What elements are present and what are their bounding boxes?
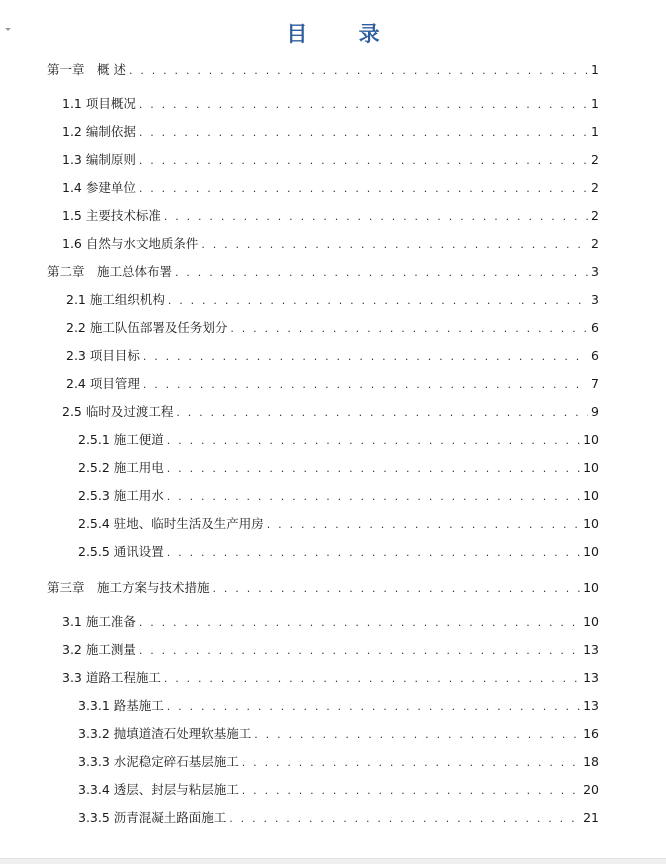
toc-entry-title: 3.3.3 水泥稳定碎石基层施工 xyxy=(78,754,239,769)
toc-entry-title: 2.5.5 通讯设置 xyxy=(78,544,164,559)
toc-entry-title: 2.5.1 施工便道 xyxy=(78,432,164,447)
toc-entry-title: 2.5 临时及过渡工程 xyxy=(62,404,174,419)
toc-entry-3-3-5[interactable] xyxy=(78,808,599,826)
toc-entry-title: 2.5.3 施工用水 xyxy=(78,488,164,503)
toc-entry-chapter-3[interactable] xyxy=(47,578,599,596)
toc-page-number: 2 xyxy=(591,236,599,251)
toc-entry-3-3[interactable] xyxy=(62,668,599,686)
toc-leader xyxy=(242,784,580,798)
toc-page-number: 16 xyxy=(583,726,599,741)
toc-leader xyxy=(139,182,588,196)
toc-entry-1-6[interactable] xyxy=(62,234,599,252)
toc-entry-3-3-3[interactable] xyxy=(78,752,599,770)
toc-page-number: 10 xyxy=(583,516,599,531)
toc-entry-title: 第二章 施工总体布署 xyxy=(47,264,173,279)
toc-entry-3-1[interactable] xyxy=(62,612,599,630)
toc-leader xyxy=(168,294,588,308)
toc-entry-title: 3.3.5 沥青混凝土路面施工 xyxy=(78,810,227,825)
toc-entry-3-3-1[interactable] xyxy=(78,696,599,714)
toc-leader xyxy=(139,616,580,630)
toc-page-number: 9 xyxy=(591,404,599,419)
toc-page-number: 10 xyxy=(583,432,599,447)
toc-entry-1-2[interactable] xyxy=(62,122,599,140)
toc-leader xyxy=(254,728,580,742)
toc-leader xyxy=(213,582,581,596)
toc-leader xyxy=(176,406,588,420)
toc-leader xyxy=(143,378,588,392)
toc-page-number: 13 xyxy=(583,670,599,685)
toc-leader xyxy=(164,210,588,224)
page-bottom-edge xyxy=(0,858,666,864)
toc-entry-1-1[interactable] xyxy=(62,94,599,112)
toc-entry-title: 1.5 主要技术标准 xyxy=(62,208,161,223)
toc-entry-title: 2.2 施工队伍部署及任务划分 xyxy=(66,320,228,335)
toc-entry-title: 2.5.2 施工用电 xyxy=(78,460,164,475)
toc-page-number: 21 xyxy=(583,810,599,825)
toc-leader xyxy=(175,266,588,280)
toc-leader xyxy=(167,490,580,504)
toc-entry-1-3[interactable] xyxy=(62,150,599,168)
toc-entry-title: 3.3.1 路基施工 xyxy=(78,698,164,713)
toc-entry-title: 1.2 编制依据 xyxy=(62,124,136,139)
toc-entry-3-3-2[interactable] xyxy=(78,724,599,742)
toc-page-number: 2 xyxy=(591,152,599,167)
toc-page-number: 7 xyxy=(591,376,599,391)
toc-page-number: 3 xyxy=(591,264,599,279)
toc-page-number: 10 xyxy=(583,544,599,559)
toc-page-number: 10 xyxy=(583,488,599,503)
toc-entry-title: 2.4 项目管理 xyxy=(66,376,140,391)
toc-entry-2-5-4[interactable] xyxy=(78,514,599,532)
toc-leader xyxy=(267,518,580,532)
toc-leader xyxy=(143,350,588,364)
toc-leader xyxy=(139,98,588,112)
toc-entry-title: 1.3 编制原则 xyxy=(62,152,136,167)
toc-entry-title: 2.5.4 驻地、临时生活及生产用房 xyxy=(78,516,264,531)
toc-page-number: 1 xyxy=(591,62,599,77)
toc-entry-title: 2.3 项目目标 xyxy=(66,348,140,363)
toc-leader xyxy=(230,322,588,336)
toc-page-number: 10 xyxy=(583,580,599,595)
toc-page-number: 13 xyxy=(583,642,599,657)
toc-page-number: 3 xyxy=(591,292,599,307)
toc-leader xyxy=(129,64,588,78)
toc-entry-2-5-1[interactable] xyxy=(78,430,599,448)
toc-leader xyxy=(139,644,580,658)
toc-leader xyxy=(201,238,588,252)
toc-page-number: 10 xyxy=(583,460,599,475)
toc-leader xyxy=(229,812,580,826)
toc-leader xyxy=(167,700,580,714)
toc-page-number: 2 xyxy=(591,208,599,223)
toc-page-number: 10 xyxy=(583,614,599,629)
toc-entry-chapter-1[interactable] xyxy=(47,60,599,78)
toc-entry-title: 3.3 道路工程施工 xyxy=(62,670,161,685)
toc-entry-title: 3.3.4 透层、封层与粘层施工 xyxy=(78,782,239,797)
toc-entry-2-4[interactable] xyxy=(66,374,599,392)
toc-page-number: 2 xyxy=(591,180,599,195)
toc-entry-title: 3.3.2 抛填道渣石处理软基施工 xyxy=(78,726,252,741)
toc-entry-2-1[interactable] xyxy=(66,290,599,308)
toc-entry-title: 第一章 概 述 xyxy=(47,62,126,77)
toc-entry-1-4[interactable] xyxy=(62,178,599,196)
toc-entry-2-5-5[interactable] xyxy=(78,542,599,560)
toc-entry-2-5-3[interactable] xyxy=(78,486,599,504)
toc-leader xyxy=(167,462,580,476)
toc-entry-title: 3.2 施工测量 xyxy=(62,642,136,657)
toc-page-number: 6 xyxy=(591,320,599,335)
toc-entry-2-2[interactable] xyxy=(66,318,599,336)
toc-entry-chapter-2[interactable] xyxy=(47,262,599,280)
toc-page-number: 13 xyxy=(583,698,599,713)
toc-leader xyxy=(167,434,580,448)
toc-page-number: 1 xyxy=(591,96,599,111)
toc-entry-2-5[interactable] xyxy=(62,402,599,420)
toc-page-number: 6 xyxy=(591,348,599,363)
toc-page-number: 20 xyxy=(583,782,599,797)
toc-entry-3-2[interactable] xyxy=(62,640,599,658)
toc-leader xyxy=(164,672,580,686)
toc-entry-title: 1.6 自然与水文地质条件 xyxy=(62,236,199,251)
toc-leader xyxy=(167,546,580,560)
toc-leader xyxy=(139,126,588,140)
toc-entry-title: 1.1 项目概况 xyxy=(62,96,136,111)
toc-entry-2-3[interactable] xyxy=(66,346,599,364)
toc-leader xyxy=(242,756,580,770)
toc-entry-2-5-2[interactable] xyxy=(78,458,599,476)
toc-entry-title: 第三章 施工方案与技术措施 xyxy=(47,580,210,595)
toc-entry-1-5[interactable] xyxy=(62,206,599,224)
toc-entry-title: 3.1 施工准备 xyxy=(62,614,136,629)
toc-page-number: 18 xyxy=(583,754,599,769)
toc-entry-title: 2.1 施工组织机构 xyxy=(66,292,165,307)
toc-entry-3-3-4[interactable] xyxy=(78,780,599,798)
toc-entry-title: 1.4 参建单位 xyxy=(62,180,136,195)
page-title: 目 录 xyxy=(286,21,402,46)
toc-leader xyxy=(139,154,588,168)
toc-page-number: 1 xyxy=(591,124,599,139)
